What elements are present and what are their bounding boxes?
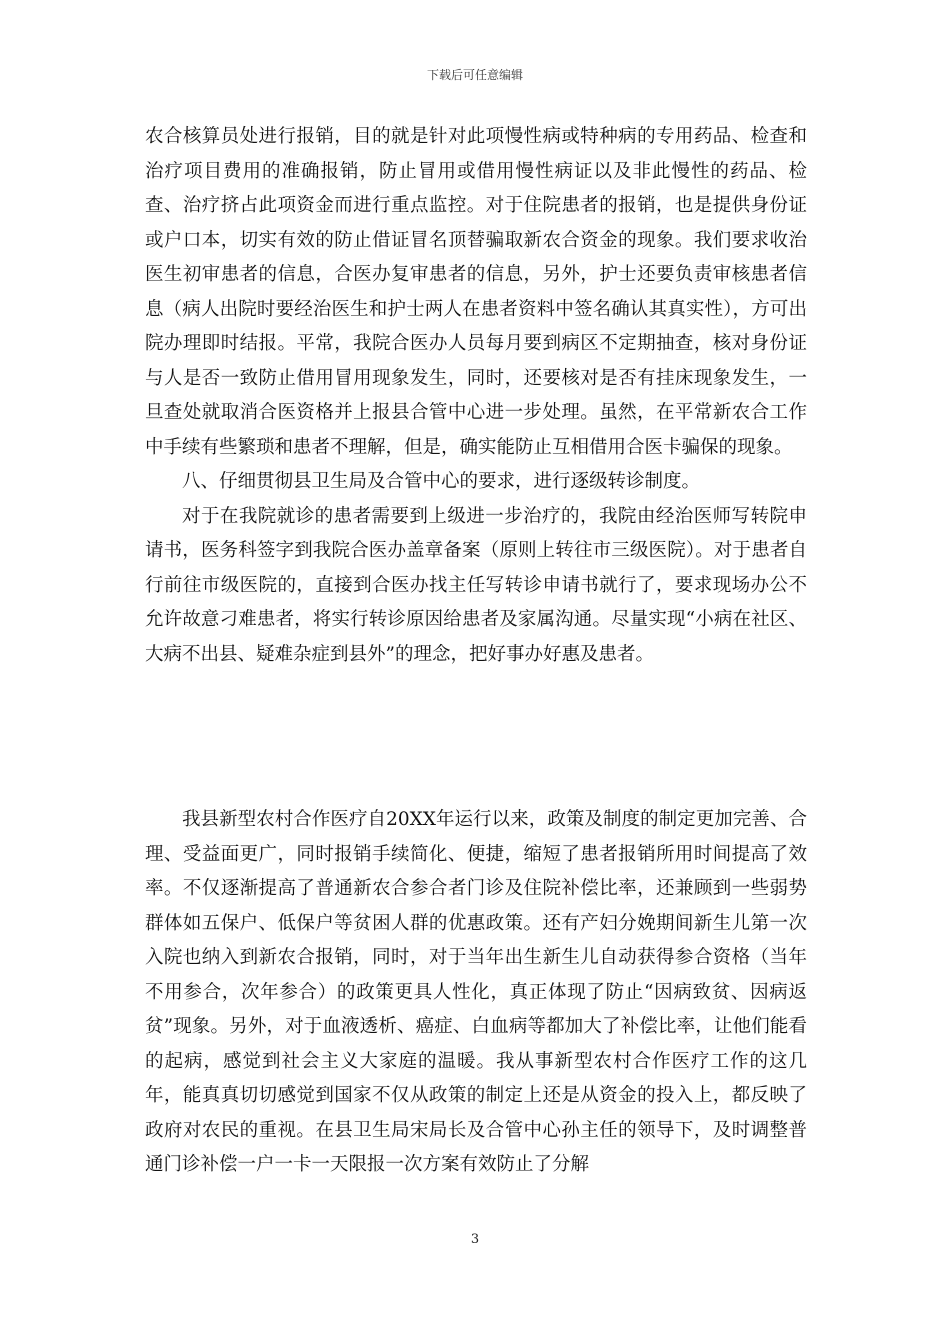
document-body-section-2: [145, 803, 807, 1183]
paragraph-reimbursement-control: 农合核算员处进行报销，目的就是针对此项慢性病或特种病的专用药品、检查和治疗项目费用的准确报销，防止冒用或借用慢性病证以及非此慢性的药品、检查、治疗挤占此项资金而进行重点监控。对于住院患者的报销，也是提供身份证或户口本，切实有效的防止借证冒名顶替骗取新农合资金的现象。我们要求收治医生初审患者的信息，合医办复审患者的信息，另外，护士还要负责审核患者信息（病人出院时要经治医生和护士两人在患者资料中签名确认其真实性），方可出院办理即时结报。平常，我院合医办人员每月要到病区不定期抽查，核对身份证与人是否一致防止借用冒用现象发生，同时，还要核对是否有挂床现象发生，一旦查处就取消合医资格并上报县合管中心进一步处理。虽然，在平常新农合工作中手续有些繁琐和患者不理解，但是，确实能防止互相借用合医卡骗保的现象。: [145, 126, 807, 458]
paragraph-referral-procedure: 对于在我院就诊的患者需要到上级进一步治疗的，我院由经治医师写转院申请书，医务科签字到我院合医办盖章备案（原则上转往市三级医院）。对于患者自行前往市级医院的，直接到合医办找主任写转诊申请书就行了，要求现场办公不允许故意刁难患者，将实行转诊原因给患者及家属沟通。尽量实现“小病在社区、大病不出县、疑难杂症到县外”的理念，把好事办好惠及患者。: [145, 505, 807, 665]
page-header: 下载后可任意编辑: [426, 68, 523, 82]
paragraph-policy-summary: 我县新型农村合作医疗自20XX年运行以来，政策及制度的制定更加完善、合理、受益面更广，同时报销手续简化、便捷，缩短了患者报销所用时间提高了效率。不仅逐渐提高了普通新农合参合者门诊及住院补偿比率，还兼顾到一些弱势群体如五保户、低保户等贫困人群的优惠政策。还有产妇分娩期间新生儿第一次入院也纳入到新农合报销，同时，对于当年出生新生儿自动获得参合资格（当年不用参合，次年参合）的政策更具人性化，真正体现了防止“因病致贫、因病返贫”现象。另外，对于血液透析、癌症、白血病等都加大了补偿比率，让他们能看的起病，感觉到社会主义大家庭的温暖。我从事新型农村合作医疗工作的这几年，能真真切切感觉到国家不仅从政策的制定上还是从资金的投入上，都反映了政府对农民的重视。在县卫生局宋局长及合管中心孙主任的领导下，及时调整普通门诊补偿一户一卡一天限报一次方案有效防止了分解: [145, 809, 807, 1175]
page-number: 3: [470, 1232, 480, 1247]
heading-referral-system: 八、仔细贯彻县卫生局及合管中心的要求，进行逐级转诊制度。: [182, 471, 701, 492]
document-body-section-1: [145, 120, 807, 672]
